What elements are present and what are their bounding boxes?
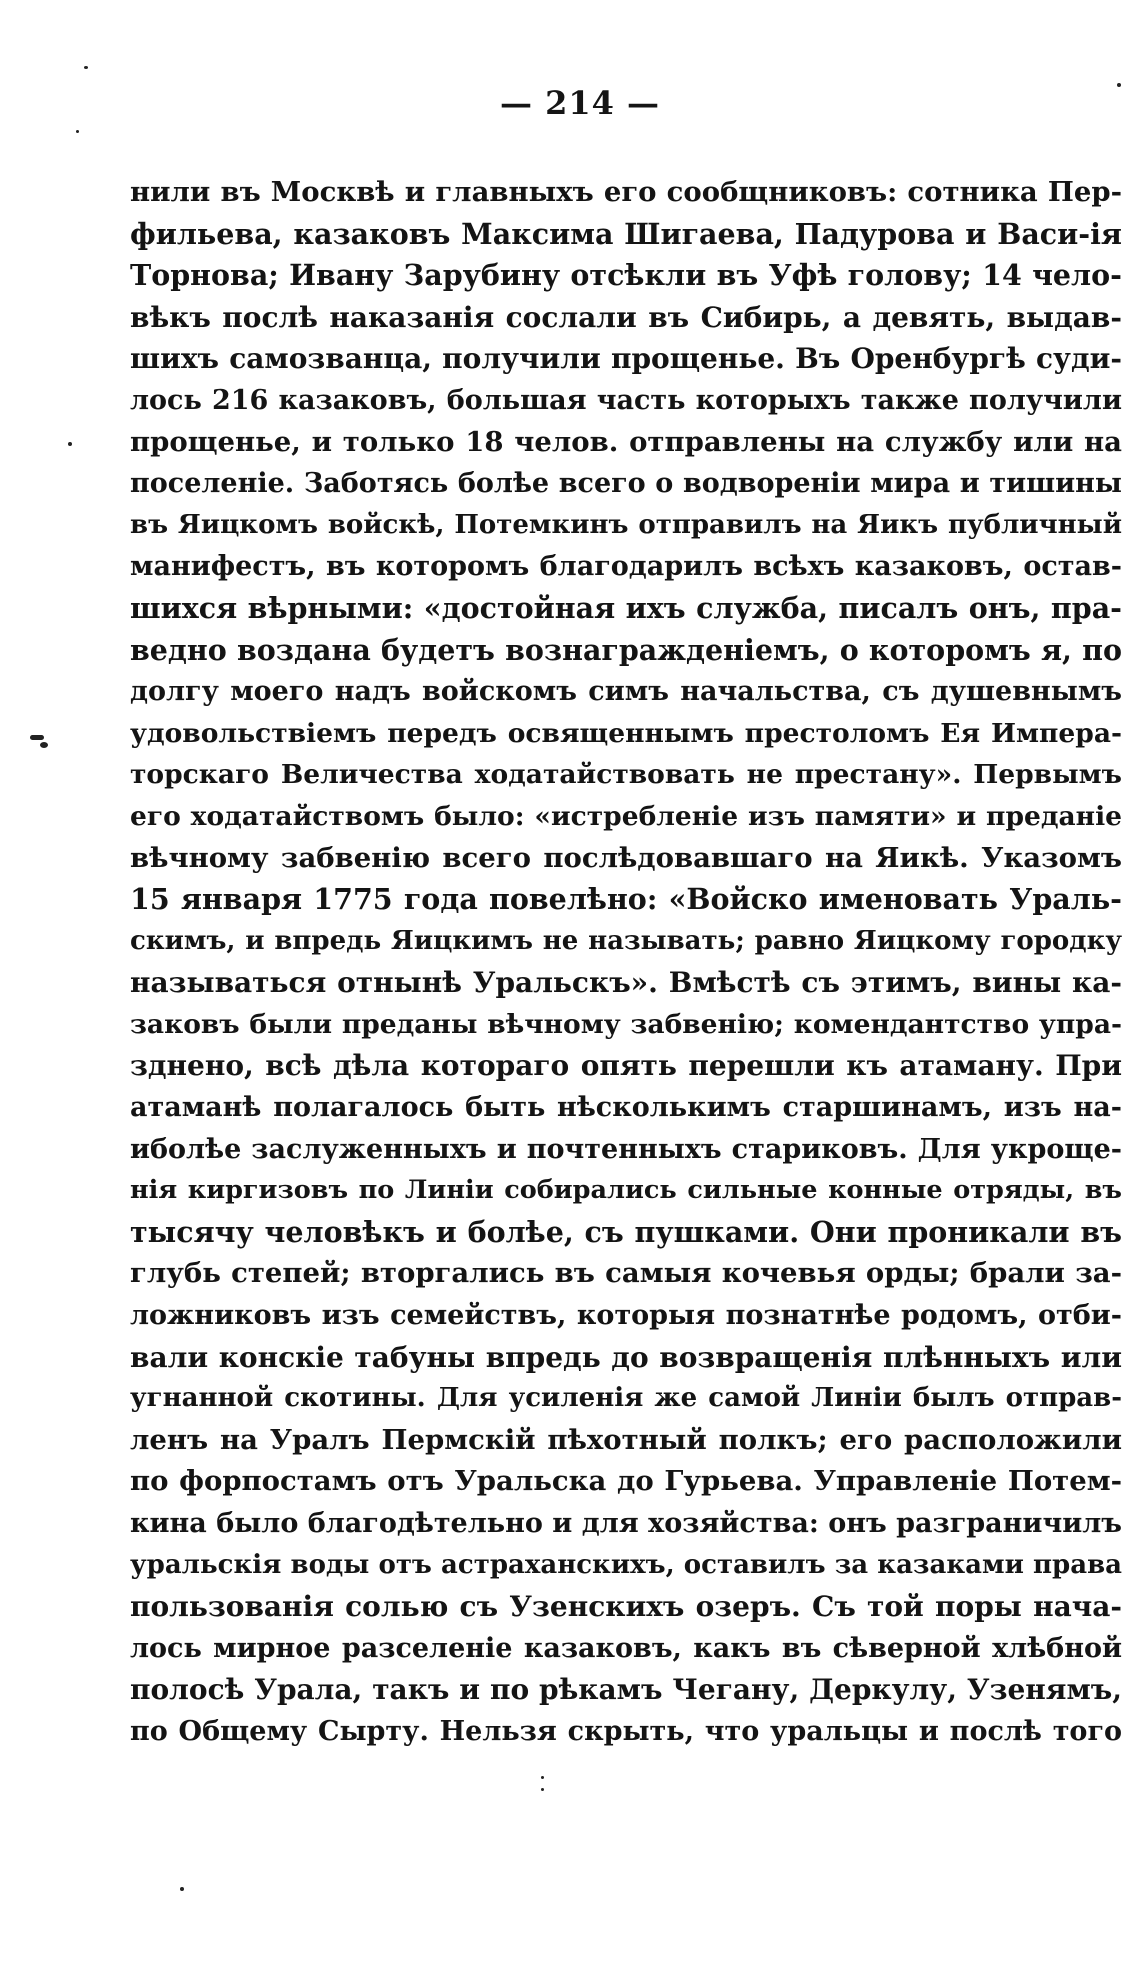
text-line: атаманѣ полагалось быть нѣсколькимъ старшинамъ, изъ на- xyxy=(130,1092,1122,1124)
text-line: называться отнынѣ Уральскъ». Вмѣстѣ съ этимъ, вины ка- xyxy=(130,966,1122,1000)
text-line: по форпостамъ отъ Уральска до Гурьева. Управленіе Потем- xyxy=(130,1465,1122,1498)
text-line: вѣчному забвенію всего послѣдовавшаго на Яикѣ. Указомъ xyxy=(130,841,1122,874)
text-line: заковъ были преданы вѣчному забвенію; комендантство упра- xyxy=(130,1008,1122,1040)
text-line: удовольствіемъ передъ освященнымъ престоломъ Ея Импера- xyxy=(130,717,1122,749)
page-number: — 214 — xyxy=(499,84,661,122)
text-line: уральскія воды отъ астраханскихъ, оставилъ за казаками права xyxy=(130,1549,1122,1580)
text-line: лось мирное разселеніе казаковъ, какъ въ сѣверной хлѣбной xyxy=(130,1632,1122,1664)
scan-speck xyxy=(541,1788,544,1791)
scan-speck xyxy=(180,1887,184,1891)
text-line: полосѣ Урала, такъ и по рѣкамъ Чегану, Деркулу, Узенямъ, xyxy=(130,1673,1122,1707)
text-line: прощенье, и только 18 челов. отправлены на службу или на xyxy=(130,425,1122,458)
text-line: по Общему Сырту. Нельзя скрыть, что уральцы и послѣ того xyxy=(130,1715,1122,1747)
text-line: Торнова; Ивану Зарубину отсѣкли въ Уфѣ голову; 14 чело- xyxy=(130,258,1122,293)
text-line: торскаго Величества ходатайствовать не престану». Первымъ xyxy=(130,759,1122,791)
scan-speck xyxy=(68,442,72,446)
text-line: нія киргизовъ по Линіи собирались сильные конные отряды, въ xyxy=(130,1175,1122,1206)
text-line: ведно воздана будетъ вознагражденіемъ, о которомъ я, по xyxy=(130,632,1122,667)
scan-speck xyxy=(1117,83,1121,87)
body-text xyxy=(130,172,1122,1753)
text-line: зднено, всѣ дѣла котораго опять перешли къ атаману. При xyxy=(130,1049,1122,1083)
text-line: угнанной скотины. Для усиленія же самой Линіи былъ отправ- xyxy=(130,1383,1122,1414)
text-line: ложниковъ изъ семействъ, которыя познатнѣе родомъ, отби- xyxy=(130,1300,1122,1332)
text-line: въ Яицкомъ войскѣ, Потемкинъ отправилъ на Яикъ публичный xyxy=(130,509,1122,540)
text-line: долгу моего надъ войскомъ симъ начальства, съ душевнымъ xyxy=(130,676,1122,708)
text-line: тысячу человѣкъ и болѣе, съ пушками. Они проникали въ xyxy=(130,1214,1122,1249)
scan-speck xyxy=(84,66,88,69)
text-line: шихся вѣрными: «достойная ихъ служба, писалъ онъ, пра- xyxy=(130,590,1122,625)
scan-speck xyxy=(30,735,44,740)
scan-speck xyxy=(76,130,79,133)
text-line: его ходатайствомъ было: «истребленіе изъ памяти» и преданіе xyxy=(130,800,1122,832)
text-line: кина было благодѣтельно и для хозяйства: онъ разграничилъ xyxy=(130,1508,1122,1539)
text-line: пользованія солью съ Узенскихъ озеръ. Съ той поры нача- xyxy=(130,1590,1122,1624)
text-line: скимъ, и впредь Яицкимъ не называть; равно Яицкому городку xyxy=(130,925,1122,956)
text-line: фильева, казаковъ Максима Шигаева, Падурова и Васи-ія xyxy=(130,216,1122,251)
scan-speck xyxy=(541,1776,544,1779)
text-line: иболѣе заслуженныхъ и почтенныхъ стариковъ. Для укроще- xyxy=(130,1133,1122,1165)
text-line: поселеніе. Заботясь болѣе всего о водвореніи мира и тишины xyxy=(130,468,1122,500)
text-line: манифестъ, въ которомъ благодарилъ всѣхъ казаковъ, остав- xyxy=(130,551,1122,583)
scan-speck xyxy=(40,742,48,748)
text-line: вѣкъ послѣ наказанія сослали въ Сибирь, а девять, выдав- xyxy=(130,300,1122,334)
text-line: глубь степей; вторгались въ самыя кочевья орды; брали за- xyxy=(130,1257,1122,1290)
text-line: вали конскіе табуны впредь до возвращенія плѣнныхъ или xyxy=(130,1340,1122,1374)
text-line: нили въ Москвѣ и главныхъ его сообщниковъ: сотника Пер- xyxy=(130,176,1122,208)
text-line: лось 216 казаковъ, большая часть которыхъ также получили xyxy=(130,384,1122,416)
text-line: 15 января 1775 года повелѣно: «Войско именовать Ураль- xyxy=(130,882,1122,917)
text-line: ленъ на Уралъ Пермскій пѣхотный полкъ; его расположили xyxy=(130,1423,1122,1456)
text-line: шихъ самозванца, получили прощенье. Въ Оренбургѣ суди- xyxy=(130,342,1122,376)
